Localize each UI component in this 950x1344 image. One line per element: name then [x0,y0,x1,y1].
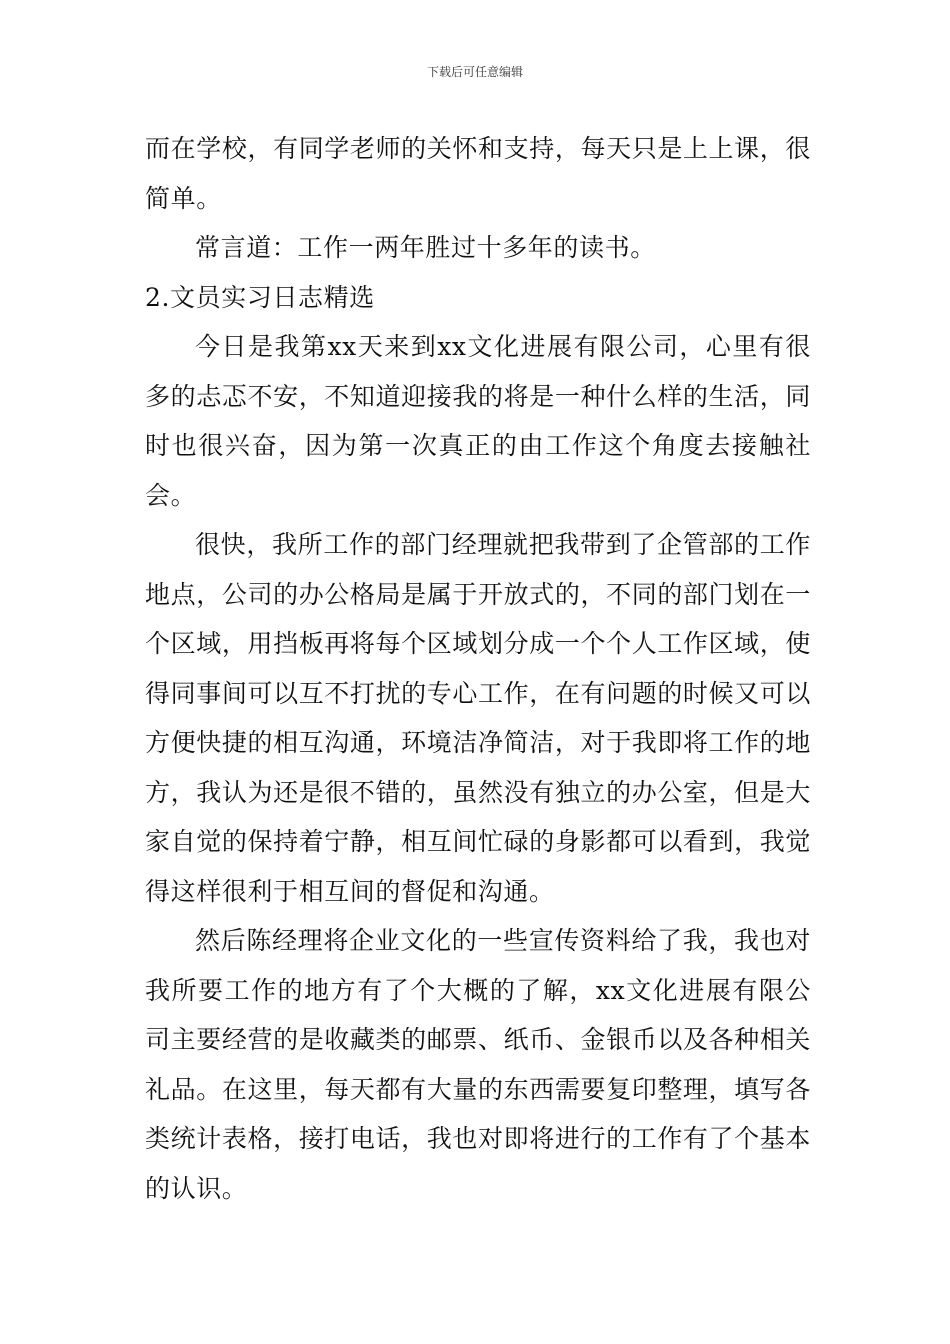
paragraph-5: 然后陈经理将企业文化的一些宣传资料给了我，我也对我所要工作的地方有了个大概的了解，xx文化进展有限公司主要经营的是收藏类的邮票、纸币、金银币以及各种相关礼品。在这里，每天都有大量的东西需要复印整理，填写各类统计表格，接打电话，我也对即将进行的工作有了个基本的认识。 [145,926,811,1203]
paragraph-3: 今日是我第xx天来到xx文化进展有限公司，心里有很多的忐忑不安，不知道迎接我的将是一种什么样的生活，同时也很兴奋，因为第一次真正的由工作这个角度去接触社会。 [145,332,811,510]
document-body [145,124,811,1213]
paragraph-1: 而在学校，有同学老师的关怀和支持，每天只是上上课，很简单。 [145,134,811,213]
paragraph-2: 常言道：工作一两年胜过十多年的读书。 [195,233,656,262]
page-header: 下载后可任意编辑 [426,65,523,79]
section-heading: 2.文员实习日志精选 [145,282,375,312]
paragraph-4: 很快，我所工作的部门经理就把我带到了企管部的工作地点，公司的办公格局是属于开放式的，不同的部门划在一个区域，用挡板再将每个区域划分成一个个人工作区域，使得同事间可以互不打扰的专心工作，在有问题的时候又可以方便快捷的相互沟通，环境洁净简洁，对于我即将工作的地方，我认为还是很不错的，虽然没有独立的办公室，但是大家自觉的保持着宁静，相互间忙碌的身影都可以看到，我觉得这样很利于相互间的督促和沟通。 [145,530,811,906]
